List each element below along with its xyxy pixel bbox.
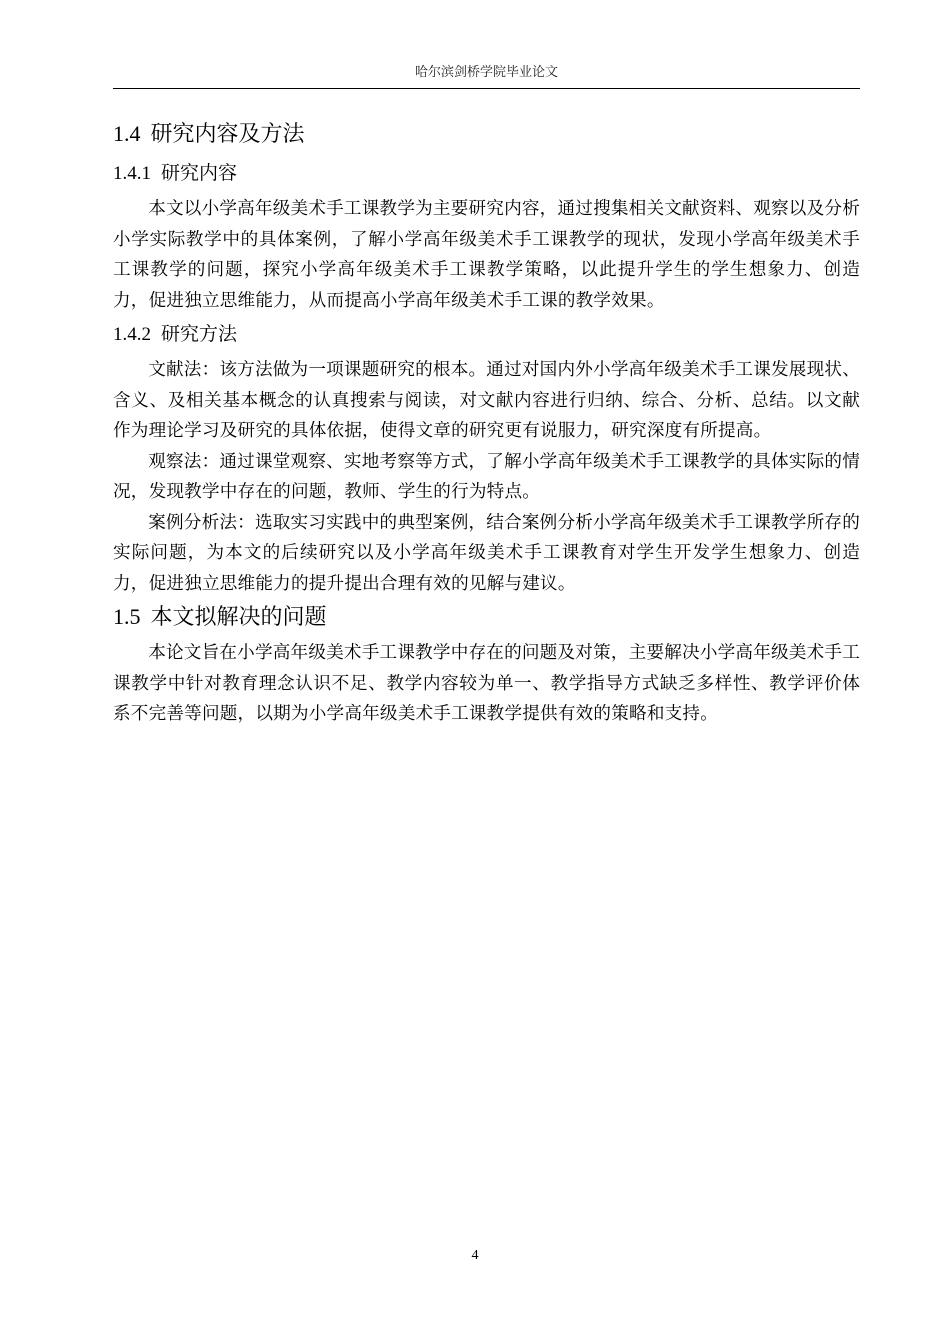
- section-title: 研究内容及方法: [150, 122, 305, 147]
- section-heading-1-4-2: [113, 320, 860, 349]
- section-title: 本文拟解决的问题: [150, 605, 327, 630]
- paragraph: 本论文旨在小学高年级美术手工课教学中存在的问题及对策，主要解决小学高年级美术手工课教学中针对教育理念认识不足、教学内容较为单一、教学指导方式缺乏多样性、教学评价体系不完善等问题，以期为小学高年级美术手工课教学提供有效的策略和支持。: [113, 643, 860, 724]
- section-number: 1.5: [113, 604, 141, 629]
- running-header: 哈尔滨剑桥学院毕业论文: [414, 65, 558, 80]
- header-rule: [113, 88, 860, 89]
- page-content: [113, 118, 860, 730]
- section-heading-1-4: [113, 118, 860, 151]
- paragraph: 本文以小学高年级美术手工课教学为主要研究内容，通过搜集相关文献资料、观察以及分析小学实际教学中的具体案例，了解小学高年级美术手工课教学的现状，发现小学高年级美术手工课教学的问题，探究小学高年级美术手工课教学策略，以此提升学生的学生想象力、创造力，促进独立思维能力，从而提高小学高年级美术手工课的教学效果。: [113, 199, 860, 311]
- paragraph-literature-method: 文献法：该方法做为一项课题研究的根本。通过对国内外小学高年级美术手工课发展现状、含义、及相关基本概念的认真搜索与阅读，对文献内容进行归纳、综合、分析、总结。以文献作为理论学习及研究的具体依据，使得文章的研究更有说服力，研究深度有所提高。: [113, 360, 860, 441]
- section-title: 研究方法: [161, 323, 238, 345]
- paragraph-observation-method: 观察法：通过课堂观察、实地考察等方式，了解小学高年级美术手工课教学的具体实际的情况，发现教学中存在的问题，教师、学生的行为特点。: [113, 451, 860, 502]
- page-number: 4: [471, 1248, 479, 1263]
- section-heading-1-5: [113, 601, 860, 634]
- section-title: 研究内容: [161, 162, 238, 184]
- paragraph-case-analysis-method: 案例分析法：选取实习实践中的典型案例，结合案例分析小学高年级美术手工课教学所存的实际问题，为本文的后续研究以及小学高年级美术手工课教育对学生开发学生想象力、创造力，促进独立思维能力的提升提出合理有效的见解与建议。: [113, 512, 860, 594]
- section-heading-1-4-1: [113, 159, 860, 188]
- section-number: 1.4.2: [113, 324, 151, 345]
- section-number: 1.4.1: [113, 163, 151, 184]
- section-number: 1.4: [113, 121, 141, 146]
